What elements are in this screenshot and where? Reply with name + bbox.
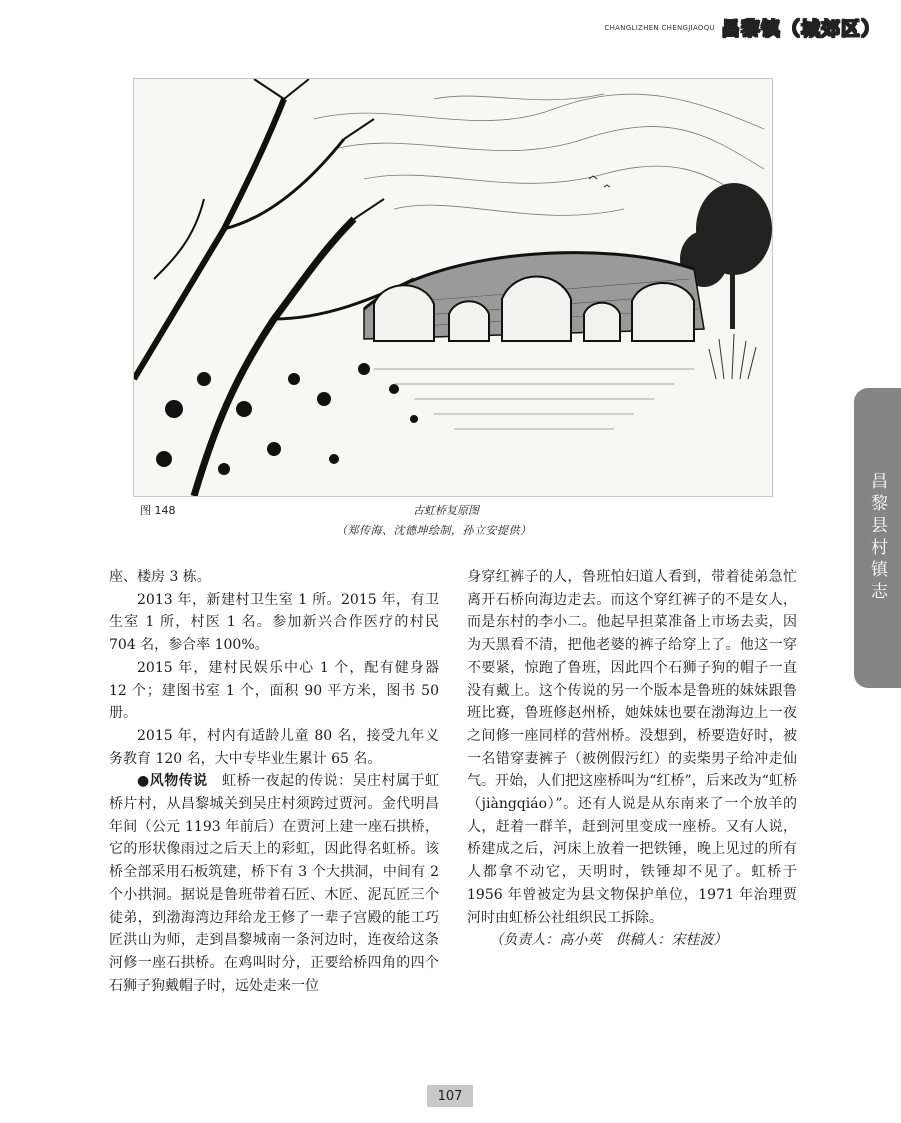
page-number: 107 [427, 1085, 473, 1107]
paragraph: 身穿红裤子的人，鲁班怕妇道人看到，带着徒弟急忙离开石桥向海边走去。而这个穿红裤子的不是女人，而是东村的李小二。他起早担菜准备上市场去卖，因为天黑看不清，把他老婆的裤子给穿上了。他这一穿不要紧，惊跑了鲁班，因此四个石狮子狗的帽子一直没有戴上。这个传说的另一个版本是鲁班的妹妹跟鲁班比赛，鲁班修赵州桥，她妹妹也要在渤海边上一夜之间修一座同样的营州桥。没想到，桥要造好时，被一名错穿妻裤子（被例假污红）的卖柴男子给冲走仙气。开始，人们把这座桥叫为“红桥”，后来改为“虹桥（jiàngqiáo）”。还有人说是从东南来了一个放羊的人，赶着一群羊，赶到河里变成一座桥。又有人说，桥建成之后，河床上放着一把铁锤，晚上见过的所有人都拿不动它，天明时，铁锤却不见了。虹桥于 1956 年曾被定为县文物保护单位，1971 年治理贾河时由虹桥公社组织民工拆除。 [467, 569, 797, 926]
chapter-side-tab [854, 388, 901, 688]
bridge-illustration [133, 78, 773, 497]
reeds [709, 334, 756, 379]
right-column [467, 566, 797, 952]
figure-credit: （郑传海、沈德坤绘制，孙立安提供） [336, 524, 532, 537]
author-credit: （负责人：高小英 供稿人：宋桂波） [489, 932, 728, 949]
running-header [604, 14, 881, 41]
legend-text: 虹桥一夜起的传说：吴庄村属于虹桥片村，从昌黎城关到吴庄村须跨过贾河。金代明昌年间（公元 1193 年前后）在贾河上建一座石拱桥，它的形状像雨过之后天上的彩虹，因此得名虹桥。该桥全部采用石板筑建，桥下有 3 个大拱洞，中间有 2 个小拱洞。据说是鲁班带着石匠、木匠、泥瓦匠三个徒弟，到渤海湾边拜给龙王修了一辈子宫殿的能工巧匠洪山为师，走到昌黎城南一条河边时，连夜给这条河修一座石拱桥。在鸡叫时分，正要给桥四角的四个石狮子狗戴帽子时，远处走来一位 [109, 773, 440, 994]
sky-lines [314, 94, 764, 215]
section-heading: ●风物传说 [137, 773, 208, 790]
paragraph: 2015 年，村内有适龄儿童 80 名，接受九年义务教育 120 名，大中专毕业生累计 65 名。 [109, 727, 439, 767]
arch-bridge [364, 253, 704, 341]
figure-number: 图 148 [140, 504, 176, 517]
header-pinyin: CHANGLIZHEN CHENGJIAOQU [604, 23, 715, 32]
birds [589, 176, 610, 187]
header-title: 昌黎镇（城郊区） [720, 18, 881, 40]
left-column [109, 566, 439, 997]
paragraph: 2015 年，建村民娱乐中心 1 个，配有健身器 12 个；建图书室 1 个，面积 90 平方米，图书 50 册。 [109, 659, 439, 722]
figure-title: 古虹桥复原图 [413, 504, 479, 517]
side-tab-label: 昌黎县村镇志 [867, 472, 887, 604]
legend-paragraph [109, 770, 439, 997]
paragraph: 座、楼房 3 栋。 [109, 569, 211, 585]
foliage-dots [156, 363, 418, 475]
water-lines [374, 369, 694, 429]
left-tree [134, 79, 414, 496]
bridge-drawing [134, 79, 772, 496]
paragraph: 2013 年，新建村卫生室 1 所。2015 年，有卫生室 1 所，村医 1 名。参加新兴合作医疗的村民 704 名，参合率 100%。 [109, 591, 439, 654]
